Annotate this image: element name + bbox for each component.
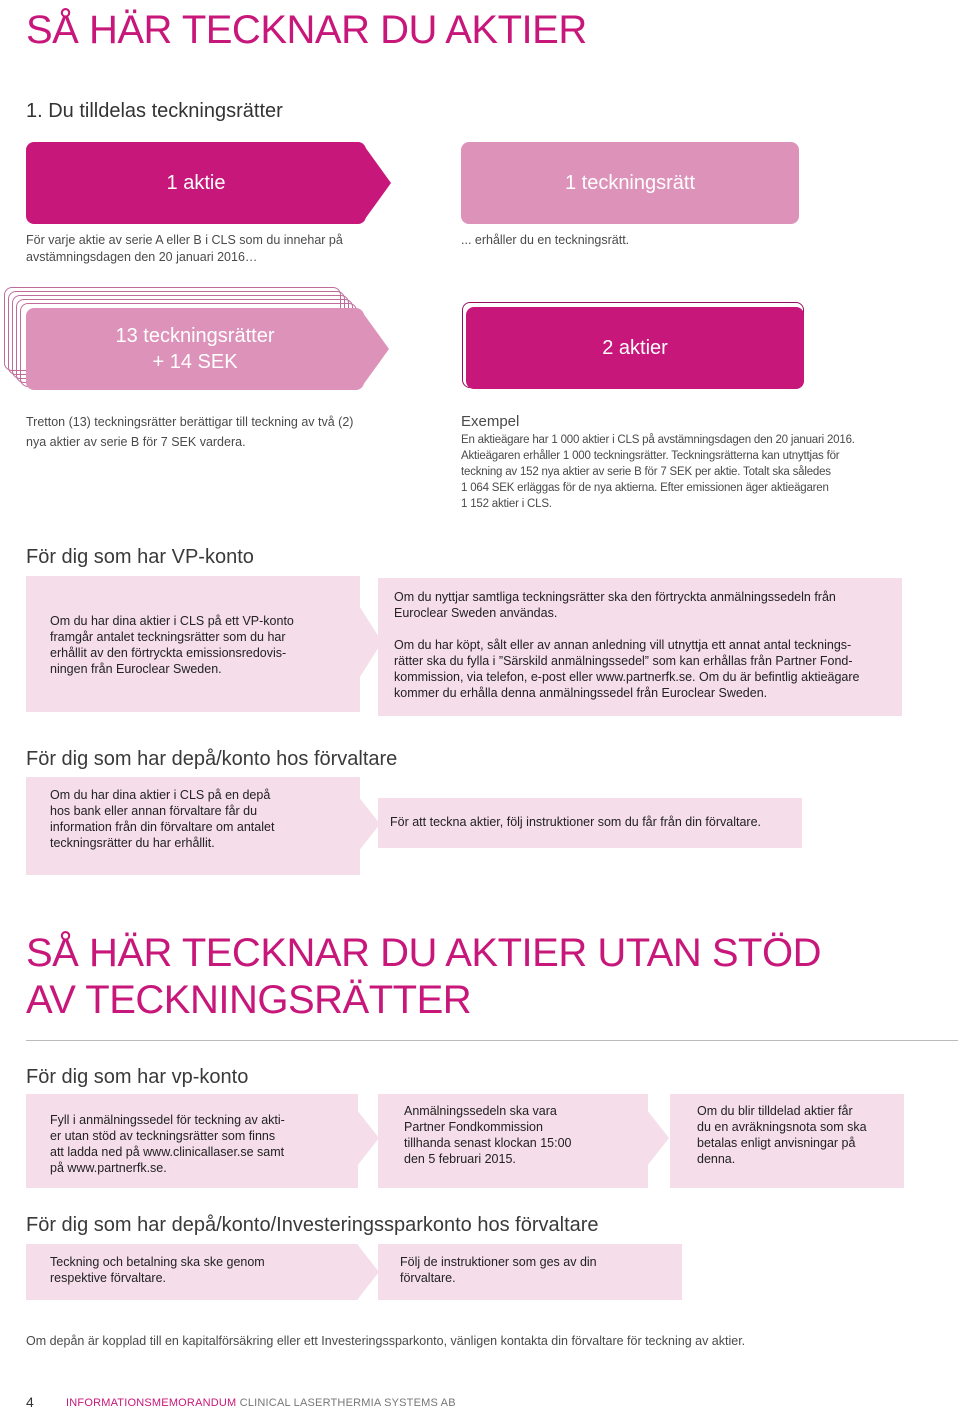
rights-label: 13 teckningsrätter	[115, 325, 275, 347]
arrow-right-icon	[357, 1244, 379, 1300]
one-share-label: 1 aktie	[166, 171, 226, 194]
vp-left-text: Om du har dina aktier i CLS på ett VP-konto framgår antalet teckningsrätter som du har erhållit av den förtryckta emissionsredovis- ningen från Euroclear Sweden.	[50, 614, 294, 676]
depa-left-text: Om du har dina aktier i CLS på en depå hos bank eller annan förvaltare får du information från din förvaltare om antalet teckningsrätter du har erhållit.	[50, 788, 275, 850]
isk-heading: För dig som har depå/konto/Investeringssparkonto hos förvaltare	[26, 1214, 599, 1236]
step1-right-desc: ... erhåller du en teckningsrätt.	[461, 233, 630, 247]
depa-heading: För dig som har depå/konto hos förvaltare	[26, 748, 398, 770]
step2-left-desc: Tretton (13) teckningsrätter berättigar till teckning av två (2) nya aktier av serie B för 7 SEK vardera.	[26, 415, 354, 449]
arrow-right-icon	[647, 1110, 669, 1166]
footnote: Om depån är kopplad till en kapitalförsäkring eller ett Investeringssparkonto, vänligen kontakta din förvaltare för teckning av aktier.	[26, 1334, 746, 1348]
vp-heading: För dig som har VP-konto	[26, 546, 254, 568]
vp2-heading: För dig som har vp-konto	[26, 1066, 249, 1088]
footer-doc-title: INFORMATIONSMEMORANDUM CLINICAL LASERTHERMIA SYSTEMS AB	[66, 1397, 456, 1409]
step1-heading: 1. Du tilldelas teckningsrätter	[26, 100, 283, 122]
one-share-box	[26, 142, 366, 224]
isk-box2-text: Följ de instruktioner som ges av din förvaltare.	[400, 1255, 597, 1285]
divider	[26, 1040, 958, 1041]
one-right-box	[461, 142, 799, 224]
fee-label: + 14 SEK	[152, 351, 238, 373]
arrow-right-icon	[358, 796, 380, 852]
two-shares-box	[466, 307, 804, 389]
arrow-right-icon	[357, 1110, 379, 1166]
depa-right-text: För att teckna aktier, följ instruktioner som du får från din förvaltare.	[390, 815, 761, 829]
vp2-box1-text: Fyll i anmälningssedel för teckning av akti- er utan stöd av teckningsrätter som finns att ladda ned på www.clinicallaser.se samt på www.partnerfk.se.	[50, 1113, 285, 1175]
arrow-right-icon	[363, 313, 389, 385]
page-title: SÅ HÄR TECKNAR DU AKTIER	[26, 8, 587, 52]
isk-box1-text: Teckning och betalning ska ske genom respektive förvaltare.	[50, 1255, 265, 1285]
arrow-right-icon	[365, 147, 391, 219]
page-number: 4	[26, 1394, 34, 1410]
two-shares-label: 2 aktier	[602, 336, 668, 359]
example-label: Exempel	[461, 413, 520, 430]
vp-right-text: Om du nyttjar samtliga teckningsrätter ska den förtryckta anmälningssedeln från Euroclear Sweden användas. Om du har köpt, sålt eller av annan anledning vill utnyttja ett annat antal tecknings- rätter ska du fylla i ”Särskild anmälningssedel” som kan erhållas från Partner Fond- kommission, via telefon, e-post eller www.partnerfk.se. Om du är befintlig aktieägare kommer du erhålla denna anmälningssedel från Euroclear Sweden.	[394, 590, 860, 700]
step1-left-desc: För varje aktie av serie A eller B i CLS som du innehar på avstämningsdagen den 20 januari 2016…	[26, 233, 343, 264]
vp2-box3-text: Om du blir tilldelad aktier får du en avräkningsnota som ska betalas enligt anvisningar på denna.	[697, 1104, 867, 1166]
example-text: En aktieägare har 1 000 aktier i CLS på avstämningsdagen den 20 januari 2016. Aktieägaren erhåller 1 000 teckningsrätter. Teckningsrätterna kan utnyttjas för teckning av 152 nya aktier av serie B för 7 SEK per aktie. Totalt ska således 1 064 SEK erläggas för de nya aktierna. Efter emissionen äger aktieägaren 1 152 aktier i CLS.	[461, 434, 855, 510]
vp2-box2-text: Anmälningssedeln ska vara Partner Fondkommission tillhanda senast klockan 15:00 den 5 februari 2015.	[404, 1104, 572, 1166]
one-right-label: 1 teckningsrätt	[564, 171, 696, 194]
second-title: SÅ HÄR TECKNAR DU AKTIER UTAN STÖD AV TECKNINGSRÄTTER	[26, 931, 821, 1022]
rights-box	[26, 308, 364, 390]
